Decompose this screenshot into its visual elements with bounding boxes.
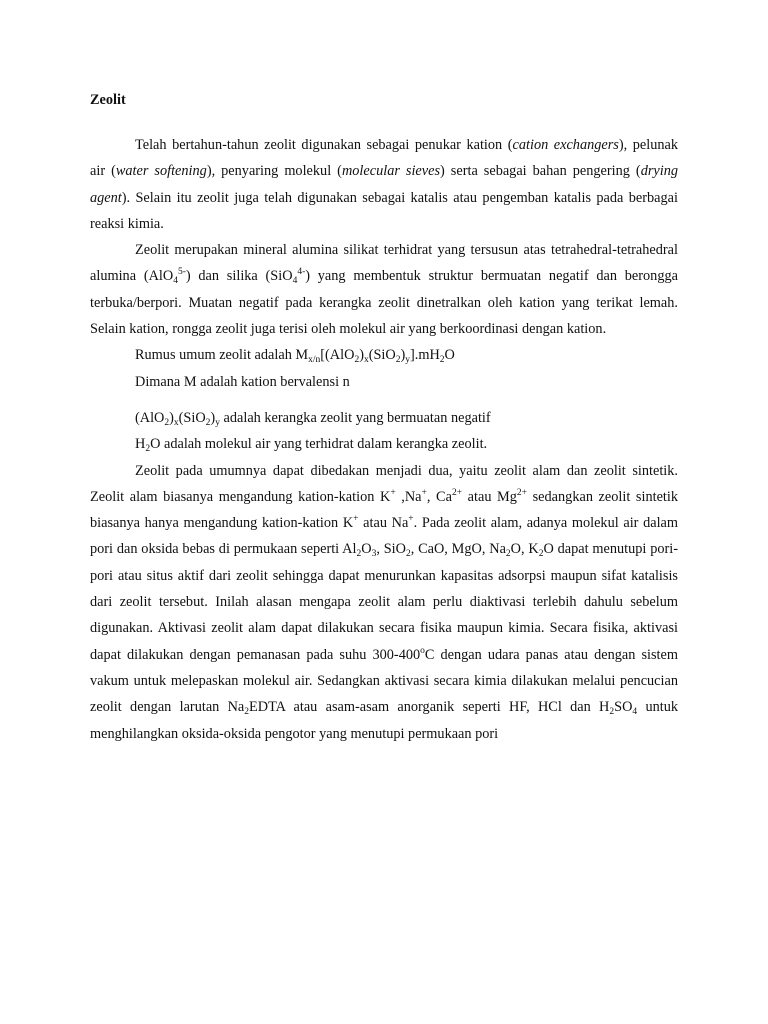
text-run: adalah kerangka zeolit yang bermuatan negatif [219,409,491,426]
spacer [90,395,678,405]
water-line [90,431,678,457]
superscript: + [408,514,414,525]
text-run: ) [359,347,364,364]
text-run: ), penyaring molekul ( [206,163,342,180]
subscript: x [363,355,369,366]
text-run: (SiO [368,347,396,364]
text-run: ,Na [395,488,422,505]
text-run: . Pada zeolit alam, adanya molekul air dalam pori dan oksida bebas di permukaan seperti Al [90,515,679,558]
text-run: ].mH [409,347,440,364]
paragraph-types-activation [90,458,678,747]
text-run: O adalah molekul air yang terhidrat dalam kerangka zeolit. [150,436,488,453]
superscript: 4- [297,267,306,278]
text-run: ) [400,347,406,364]
text-run: , CaO, MgO, Na [410,541,506,558]
superscript: 2+ [451,487,463,498]
subscript: 4 [292,276,298,287]
subscript: 4 [173,276,178,287]
formula-line [90,342,678,368]
subscript: 2 [244,707,250,718]
subscript: 2 [354,355,360,366]
superscript: + [390,487,396,498]
subscript: 2 [205,417,211,428]
text-run: Telah bertahun-tahun zeolit digunakan sebagai penukar kation ( [135,137,513,153]
text-run: ) serta sebagai bahan pengering ( [440,163,641,180]
text-run: , Ca [426,488,452,505]
text-run: (AlO [135,409,165,426]
subscript: y [405,355,410,366]
subscript: 2 [145,444,151,455]
italic-term: cation exchangers [512,137,619,153]
italic-term: water softening [115,163,207,180]
italic-term: molecular sieves [341,163,441,180]
text-run: sedangkan zeolit sintetik biasanya hanya mengandung kation-kation K [90,488,679,532]
text-run: O [361,541,372,558]
superscript: 2+ [516,487,528,498]
document-page [90,90,678,747]
text-run: untuk menghilangkan oksida-oksida pengotor yang menutupi permukaan pori [90,699,679,742]
subscript: x [173,417,179,428]
text-run: O, K [510,541,539,558]
subscript: 3 [371,549,377,560]
subscript: 2 [395,355,401,366]
text-run: Rumus umum zeolit adalah M [135,347,309,364]
text-run: ). Selain itu zeolit juga telah digunakan sebagai katalis atau pengemban katalis pada berbagai reaksi kimia. [90,189,678,232]
text-run: (SiO [178,409,206,426]
framework-line [90,405,678,431]
subscript: 2 [405,549,411,560]
text-run: [(AlO [320,347,355,364]
subscript: y [215,417,220,428]
superscript: + [353,514,359,525]
paragraph-intro [90,132,678,237]
text-run: ) [169,409,174,426]
text-run: C dengan udara panas atau dengan sistem vakum untuk melepaskan molekul air. Sedangkan aktivasi secara kimia dilakukan melalui pencucian zeolit dengan larutan Na [90,646,678,716]
text-run: Zeolit pada umumnya dapat dibedakan menjadi dua, yaitu zeolit alam dan zeolit sintetik. Zeolit alam biasanya mengandung kation-kation K [90,462,678,505]
text-run: ), pelunak air ( [90,137,678,180]
subscript: 4 [632,707,638,718]
text-run: EDTA atau asam-asam anorganik seperti HF, HCl dan H [249,699,610,716]
subscript: 2 [439,355,445,366]
superscript: + [421,487,427,498]
italic-term: drying agent [90,163,679,206]
text-run: , SiO [376,541,406,558]
text-run: SO [614,699,633,716]
text-run: ) yang membentuk struktur bermuatan negatif dan berongga terbuka/berpori. Muatan negatif pada kerangka zeolit dinetralkan oleh kation yang terikat lemah. Selain kation, rongga zeolit juga terisi oleh molekul air yang berkoordinasi dengan kation. [90,268,678,338]
subscript: 2 [609,707,615,718]
text-run: ) [210,409,216,426]
paragraph-definition [90,237,678,342]
subscript: 2 [356,549,362,560]
text-run: atau Mg [462,488,517,505]
text-run: O dapat menutupi pori-pori atau situs aktif dari zeolit sehingga dapat menurunkan kapasitas adsorpsi maupun sifat katalisis dari zeolit tersebut. Inilah alasan mengapa zeolit alam perlu diaktivasi terlebih dahulu sebelum digunakan. Aktivasi zeolit alam dapat dilakukan secara fisika maupun kimia. Secara fisika, aktivasi dapat dilakukan dengan pemanasan pada suhu 300-400 [90,541,678,663]
superscript: 5- [177,267,186,278]
text-run: Zeolit merupakan mineral alumina silikat terhidrat yang tersusun atas tetrahedral-tetrahedral alumina (AlO [90,242,678,285]
where-line: Dimana M adalah kation bervalensi n [135,373,350,390]
text-run: O [444,347,455,364]
text-run: atau Na [358,515,409,532]
subscript: x/n [308,355,321,366]
subscript: 2 [505,549,511,560]
text-run: H [135,436,146,453]
text-run: ) dan silika (SiO [185,268,293,285]
subscript: 2 [538,549,544,560]
superscript: o [420,645,425,656]
document-title: Zeolit [90,92,126,108]
subscript: 2 [164,417,170,428]
